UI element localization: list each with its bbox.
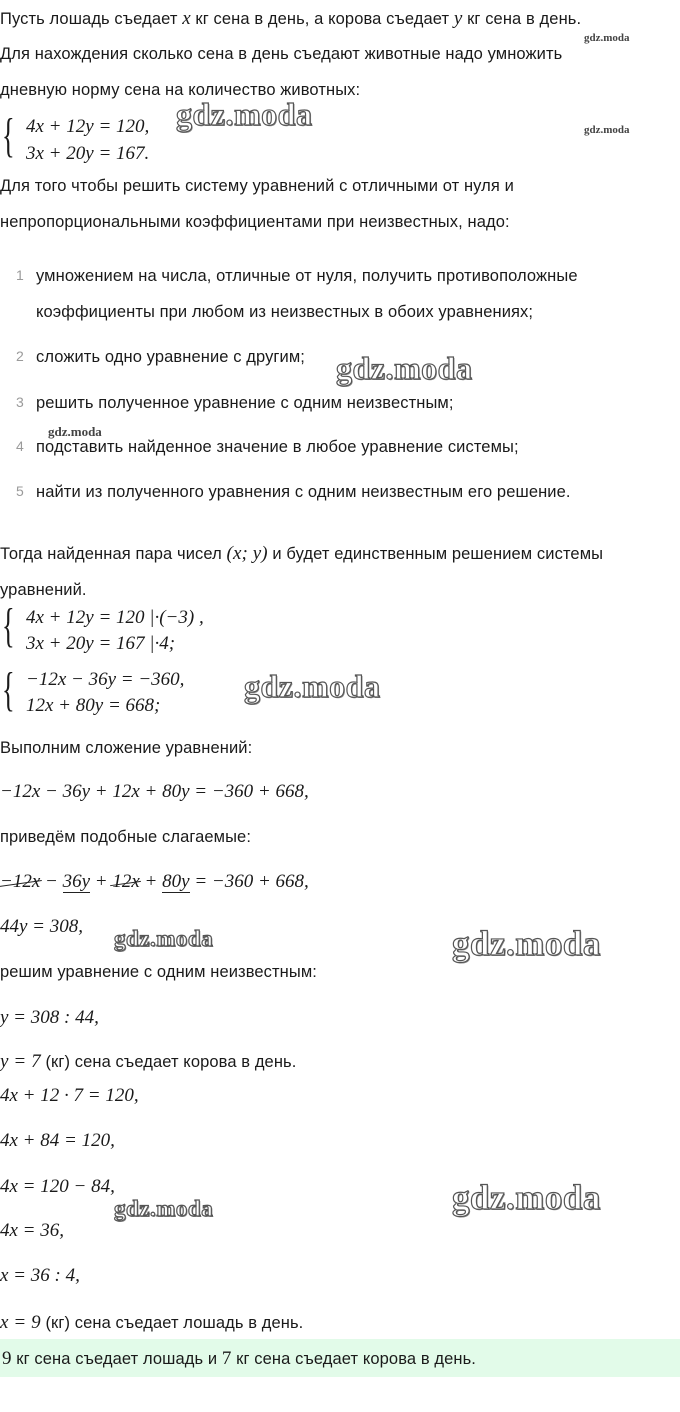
system-3-eq-1: −12x − 36y = −360,: [26, 669, 185, 690]
y-result: y = 7 (кг) сена съедает корова в день.: [0, 1051, 297, 1072]
cancelled-term: 12x: [112, 871, 140, 892]
watermark-medium: gdz.moda: [114, 926, 214, 951]
step-text-continued: коэффициенты при любом из неизвестных в обоих уравнениях;: [36, 303, 534, 321]
intro-line-2: Для нахождения сколько сена в день съедают животные надо умножить: [0, 45, 563, 63]
step-5: [16, 483, 571, 501]
step-number: 2: [16, 348, 24, 364]
add-label: Выполним сложение уравнений:: [0, 739, 253, 757]
x-step-1: 4x + 12 · 7 = 120,: [0, 1085, 139, 1106]
step-text: подставить найденное значение в любое уравнение системы;: [36, 438, 519, 456]
watermark-large: gdz.moda: [452, 1178, 601, 1217]
underlined-term: 80y: [162, 871, 190, 892]
watermark-large: gdz.moda: [452, 924, 601, 963]
var-y: y: [453, 8, 463, 29]
system-2-eq-1: 4x + 12y = 120 |·(−3) ,: [26, 607, 204, 628]
step-text: сложить одно уравнение с другим;: [36, 348, 305, 366]
step-text: решить полученное уравнение с одним неизвестным;: [36, 394, 454, 412]
watermark-large: gdz.moda: [244, 668, 381, 704]
watermark-medium: gdz.moda: [114, 1196, 214, 1221]
step-text: умножением на числа, отличные от нуля, получить противоположные: [36, 267, 578, 285]
step-number: 1: [16, 267, 24, 283]
intro-line-3: дневную норму сена на количество животных:: [0, 81, 361, 99]
equation-44y: 44y = 308,: [0, 916, 84, 937]
step-2: [16, 348, 305, 366]
cancelled-term: −12x: [0, 871, 41, 892]
var-x: x: [182, 8, 191, 29]
watermark-small: gdz.moda: [584, 32, 630, 44]
step-3: [16, 394, 454, 412]
method-line-1: Для того чтобы решить систему уравнений с отличными от нуля и: [0, 177, 514, 195]
sum-equation: −12x − 36y + 12x + 80y = −360 + 668,: [0, 781, 309, 802]
like-terms-label: приведём подобные слагаемые:: [0, 828, 252, 846]
watermark-large: gdz.moda: [176, 96, 313, 132]
step-number: 4: [16, 438, 24, 454]
system-1-brace: {: [2, 109, 15, 162]
system-3-eq-2: 12x + 80y = 668;: [26, 695, 161, 716]
like-terms-equation: −12x − 36y + 12x + 80y = −360 + 668,: [0, 871, 309, 892]
step-number: 3: [16, 394, 24, 410]
y-division: y = 308 : 44,: [0, 1007, 99, 1028]
x-result: x = 9 (кг) сена съедает лошадь в день.: [0, 1312, 304, 1333]
step-4: [16, 438, 519, 456]
watermark-small: gdz.moda: [48, 424, 102, 439]
system-2-eq-2: 3x + 20y = 167 |·4;: [26, 633, 176, 654]
intro-line-1: Пусть лошадь съедает x кг сена в день, а корова съедает y кг сена в день.: [0, 8, 582, 29]
system-3-brace: {: [2, 663, 15, 716]
answer-text: 9 кг сена съедает лошадь и 7 кг сена съедает корова в день.: [2, 1348, 476, 1369]
solve-label: решим уравнение с одним неизвестным:: [0, 963, 317, 981]
x-step-3: 4x = 120 − 84,: [0, 1176, 115, 1197]
answer-box: [0, 1339, 680, 1377]
system-1-eq-1: 4x + 12y = 120,: [26, 116, 150, 137]
x-step-4: 4x = 36,: [0, 1220, 65, 1241]
system-2-brace: {: [2, 599, 15, 652]
pair-line-2: уравнений.: [0, 581, 87, 599]
watermark-large: gdz.moda: [336, 350, 473, 386]
method-line-2: непропорциональными коэффициентами при неизвестных, надо:: [0, 213, 510, 231]
step-text: найти из полученного уравнения с одним неизвестным его решение.: [36, 483, 571, 501]
step-1: [16, 267, 578, 321]
watermark-small: gdz.moda: [584, 124, 630, 136]
system-1-eq-2: 3x + 20y = 167.: [26, 143, 150, 164]
pair-line-1: Тогда найденная пара чисел (x; y) и будет единственным решением системы: [0, 543, 604, 564]
step-number: 5: [16, 483, 24, 499]
underlined-term: 36y: [62, 871, 91, 892]
x-step-2: 4x + 84 = 120,: [0, 1130, 115, 1151]
x-step-5: x = 36 : 4,: [0, 1265, 80, 1286]
pair-math: (x; y): [226, 543, 268, 564]
